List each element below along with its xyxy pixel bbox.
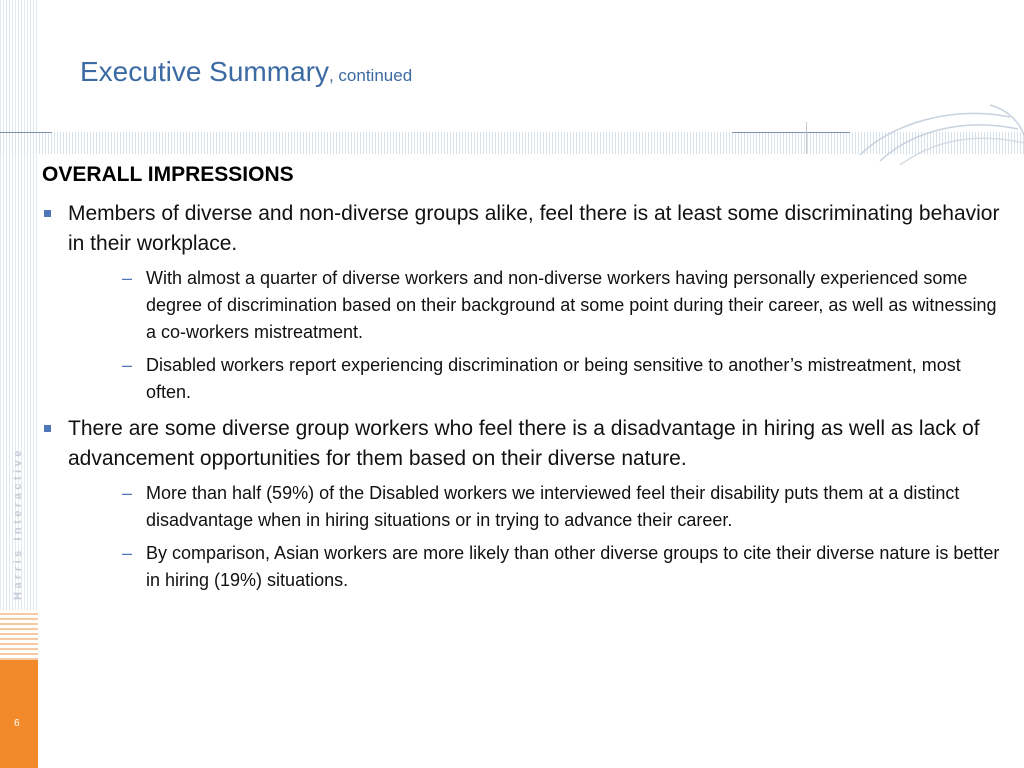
header-divider-right	[732, 132, 850, 133]
header-tick	[806, 122, 807, 154]
bullet-text: Members of diverse and non-diverse groups alike, feel there is at least some discriminating behavior in their workplace.	[68, 202, 1000, 255]
title-suffix: , continued	[328, 66, 413, 85]
square-bullet-icon	[44, 425, 51, 432]
sub-bullet-item	[68, 265, 1002, 346]
title-main: Executive Summary	[80, 56, 329, 87]
section-heading: OVERALL IMPRESSIONS	[42, 163, 294, 186]
sub-bullet-item	[68, 540, 1002, 594]
header-divider-left	[0, 132, 52, 133]
sub-bullet-text: More than half (59%) of the Disabled workers we interviewed feel their disability puts them at a distinct disadvantage when in hiring situations or in trying to advance their career.	[146, 483, 960, 530]
square-bullet-icon	[44, 210, 51, 217]
sub-bullet-text: With almost a quarter of diverse workers and non-diverse workers having personally experienced some degree of discrimination based on their background at some point during their career, as well as witnessing a co-workers mistreatment.	[146, 268, 997, 342]
slide-content	[42, 163, 1002, 602]
bullet-item	[42, 414, 1002, 594]
bullet-item	[42, 199, 1002, 406]
sub-bullet-text: Disabled workers report experiencing discrimination or being sensitive to another’s mistreatment, most often.	[146, 355, 961, 402]
swoosh-logo-icon	[840, 95, 1024, 165]
brand-logo-text: Harris Interactive	[12, 447, 24, 600]
sub-bullet-item	[68, 480, 1002, 534]
page-number-box	[0, 660, 38, 768]
dash-bullet-icon: –	[122, 483, 133, 503]
sub-bullet-list	[68, 480, 1002, 594]
sub-bullet-list	[68, 265, 1002, 406]
dash-bullet-icon: –	[122, 268, 133, 288]
sub-bullet-item	[68, 352, 1002, 406]
left-orange-fade	[0, 610, 38, 660]
slide-title	[80, 56, 412, 88]
page-number: 6	[14, 718, 20, 729]
sub-bullet-text: By comparison, Asian workers are more likely than other diverse groups to cite their diverse nature is better in hiring (19%) situations.	[146, 543, 1000, 590]
dash-bullet-icon: –	[122, 543, 133, 563]
dash-bullet-icon: –	[122, 355, 133, 375]
bullet-text: There are some diverse group workers who feel there is a disadvantage in hiring as well as lack of advancement opportunities for them based on their diverse nature.	[68, 417, 980, 470]
